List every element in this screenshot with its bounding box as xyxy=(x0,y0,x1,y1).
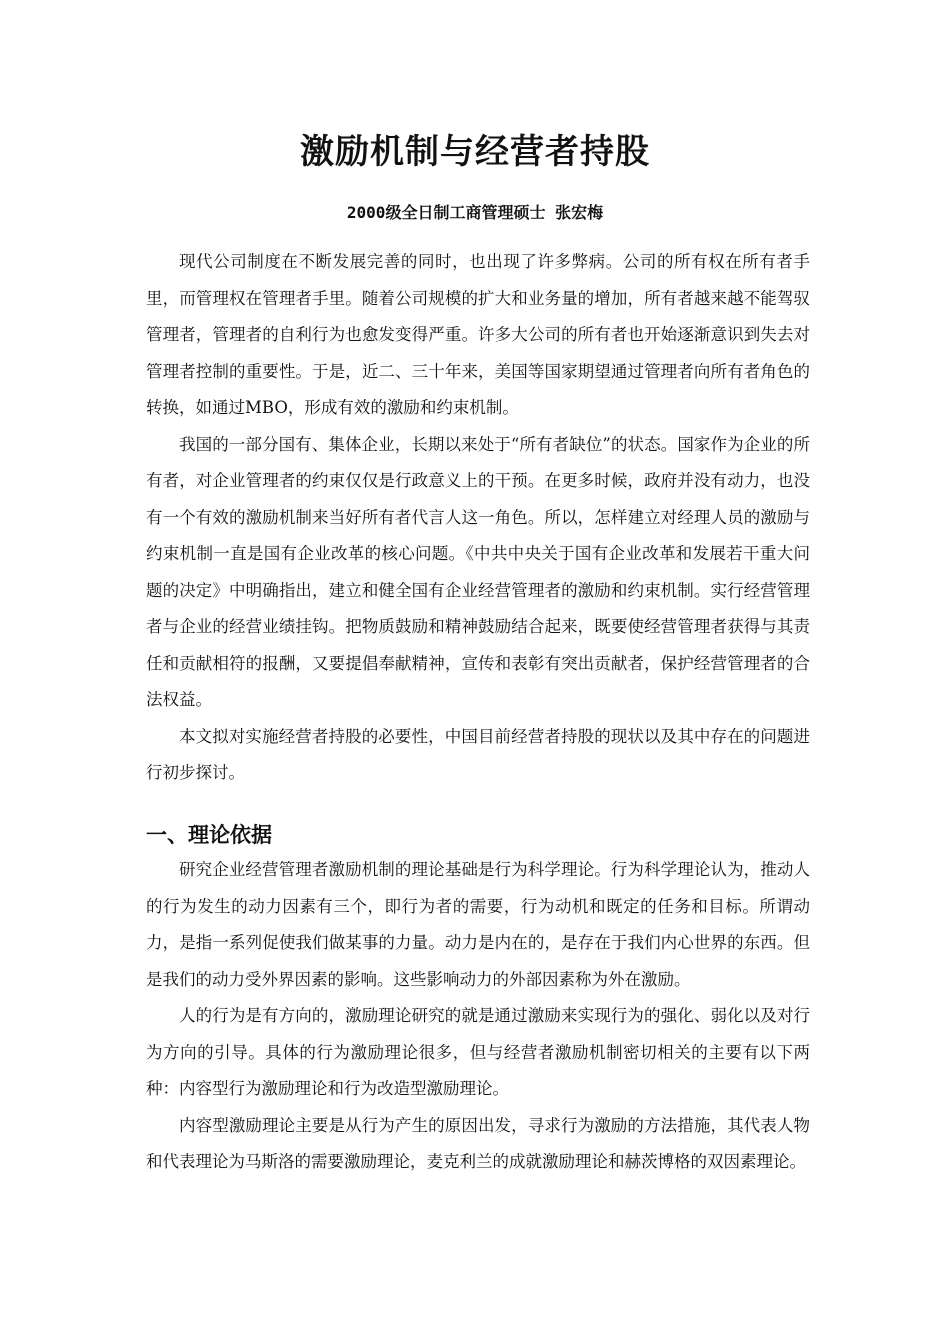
intro-paragraph-2: 我国的一部分国有、集体企业，长期以来处于“所有者缺位”的状态。国家作为企业的所有者，对企业管理者的约束仅仅是行政意义上的干预。在更多时候，政府并没有动力，也没有一个有效的激励机制来当好所有者代言人这一角色。所以，怎样建立对经理人员的激励与约束机制一直是国有企业改革的核心问题。《中共中央关于国有企业改革和发展若干重大问题的决定》中明确指出，建立和健全国有企业经营管理者的激励和约束机制。实行经营管理者与企业的经营业绩挂钩。把物质鼓励和精神鼓励结合起来，既要使经营管理者获得与其责任和贡献相符的报酬，又要提倡奉献精神，宣传和表彰有突出贡献者，保护经营管理者的合法权益。 xyxy=(146,434,810,709)
section-theory xyxy=(146,852,810,1181)
section-paragraph-2: 人的行为是有方向的，激励理论研究的就是通过激励来实现行为的强化、弱化以及对行为方向的引导。具体的行为激励理论很多，但与经营者激励机制密切相关的主要有以下两种：内容型行为激励理论和行为改造型激励理论。 xyxy=(146,1006,810,1098)
section-heading: 一、理论依据 xyxy=(146,823,272,847)
author-line: 2000级全日制工商管理硕士 张宏梅 xyxy=(346,203,604,222)
section-theory-heading-block xyxy=(146,820,810,850)
intro-section xyxy=(146,244,810,792)
section-paragraph-3: 内容型激励理论主要是从行为产生的原因出发，寻求行为激励的方法措施，其代表人物和代表理论为马斯洛的需要激励理论，麦克利兰的成就激励理论和赫茨博格的双因素理论。 xyxy=(146,1115,810,1171)
intro-paragraph-3: 本文拟对实施经营者持股的必要性，中国目前经营者持股的现状以及其中存在的问题进行初步探讨。 xyxy=(146,726,810,782)
intro-paragraph-1: 现代公司制度在不断发展完善的同时，也出现了许多弊病。公司的所有权在所有者手里，而管理权在管理者手里。随着公司规模的扩大和业务量的增加，所有者越来越不能驾驭管理者，管理者的自利行为也愈发变得严重。许多大公司的所有者也开始逐渐意识到失去对管理者控制的重要性。于是，近二、三十年来，美国等国家期望通过管理者向所有者角色的转换，如通过MBO，形成有效的激励和约束机制。 xyxy=(146,252,810,417)
document-title: 激励机制与经营者持股 xyxy=(300,132,650,172)
section-paragraph-1: 研究企业经营管理者激励机制的理论基础是行为科学理论。行为科学理论认为，推动人的行为发生的动力因素有三个，即行为者的需要，行为动机和既定的任务和目标。所谓动力，是指一系列促使我们做某事的力量。动力是内在的，是存在于我们内心世界的东西。但是我们的动力受外界因素的影响。这些影响动力的外部因素称为外在激励。 xyxy=(146,860,810,989)
